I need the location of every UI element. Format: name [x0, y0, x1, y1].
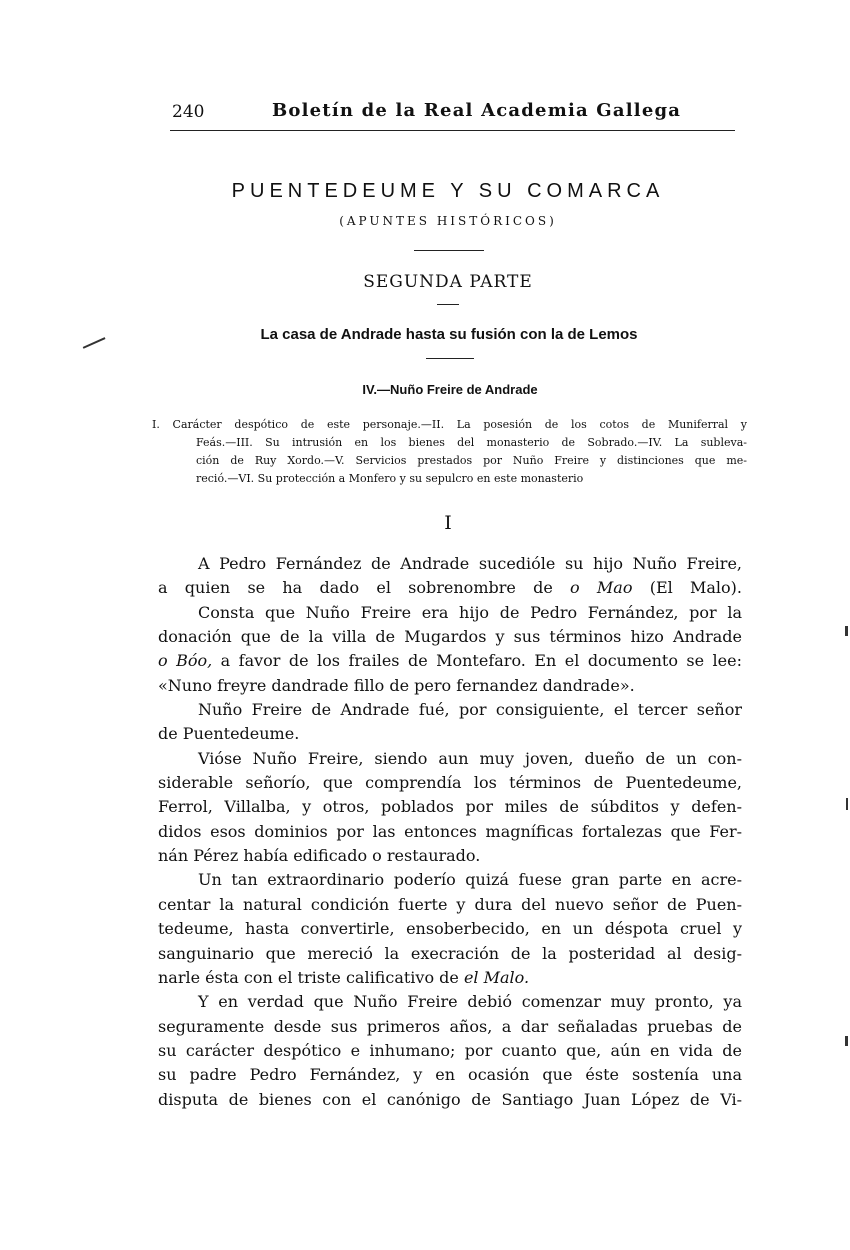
page-number: 240 — [172, 102, 205, 122]
text-line: Un tan extraordinario poderío quizá fuese gran parte en acre- — [198, 870, 742, 890]
text-line: Nuño Freire de Andrade fué, por consiguiente, el tercer señor — [198, 700, 742, 720]
text-line: siderable señorío, que comprendía los términos de Puentedeume, — [158, 773, 742, 793]
section-heading: La casa de Andrade hasta su fusión con la de Lemos — [260, 326, 638, 343]
scan-mark — [846, 798, 848, 810]
article-subtitle: (APUNTES HISTÓRICOS) — [339, 214, 557, 228]
text-line: seguramente desde sus primeros años, a dar señaladas pruebas de — [158, 1016, 742, 1036]
text-line: su padre Pedro Fernández, y en ocasión que éste sostenía una — [158, 1065, 742, 1085]
text-line: A Pedro Fernández de Andrade sucedióle su hijo Nuño Freire, — [198, 554, 742, 573]
divider-rule — [426, 358, 474, 359]
chapter-heading: IV.—Nuño Freire de Andrade — [362, 382, 538, 397]
divider-rule — [414, 250, 484, 251]
text-line: tedeume, hasta convertirle, ensoberbecido, en un déspota cruel y — [158, 919, 742, 939]
running-header — [170, 100, 735, 131]
chapter-summary — [152, 416, 747, 488]
text-line: Consta que Nuño Freire era hijo de Pedro Fernández, por la — [198, 602, 742, 622]
divider-rule — [437, 304, 459, 305]
scan-mark — [845, 626, 848, 636]
scan-mark — [845, 1036, 848, 1046]
text-line: nán Pérez había edificado o restaurado. — [158, 846, 481, 866]
text-line: sanguinario que mereció la execración de la posteridad al desig- — [158, 943, 742, 963]
text-line: didos esos dominios por las entonces magníficas fortalezas que Fer- — [158, 821, 742, 841]
summary-line: reció.—VI. Su protección a Monfero y su sepulcro en este monasterio — [196, 472, 584, 485]
text-line: «Nuno freyre dandrade fillo de pero fernandez dandrade». — [158, 675, 635, 695]
text-line: su carácter despótico e inhumano; por cuanto que, aún en vida de — [158, 1040, 742, 1060]
text-line: de Puentedeume. — [158, 724, 300, 744]
section-numeral: I — [444, 512, 452, 534]
text-line: Vióse Nuño Freire, siendo aun muy joven, dueño de un con- — [198, 748, 742, 768]
text-line: a quien se ha dado el sobrenombre de o Mao (El Malo). — [158, 578, 742, 598]
text-line: o Bóo, a favor de los frailes de Montefaro. En el documento se lee: — [158, 651, 742, 671]
text-line: narle ésta con el triste calificativo de el Malo. — [158, 967, 530, 987]
summary-line: Feás.—III. Su intrusión en los bienes del monasterio de Sobrado.—IV. La subleva- — [196, 436, 747, 449]
summary-line: I. Carácter despótico de este personaje.—II. La posesión de los cotos de Muniferral y — [152, 418, 747, 431]
text-line: Ferrol, Villalba, y otros, poblados por miles de súbditos y defen- — [158, 797, 742, 817]
journal-title: Boletín de la Real Academia Gallega — [272, 100, 682, 121]
text-line: donación que de la villa de Mugardos y sus términos hizo Andrade — [158, 627, 742, 647]
part-heading: SEGUNDA PARTE — [363, 272, 533, 292]
text-line: Y en verdad que Nuño Freire debió comenzar muy pronto, ya — [198, 992, 742, 1012]
summary-line: ción de Ruy Xordo.—V. Servicios prestados por Nuño Freire y distinciones que me- — [196, 454, 747, 467]
text-line: centar la natural condición fuerte y dura del nuevo señor de Puen- — [158, 894, 742, 914]
article-title: PUENTEDEUME Y SU COMARCA — [231, 180, 665, 202]
body-text — [158, 552, 742, 1112]
text-line: disputa de bienes con el canónigo de Santiago Juan López de Vi- — [158, 1089, 742, 1109]
